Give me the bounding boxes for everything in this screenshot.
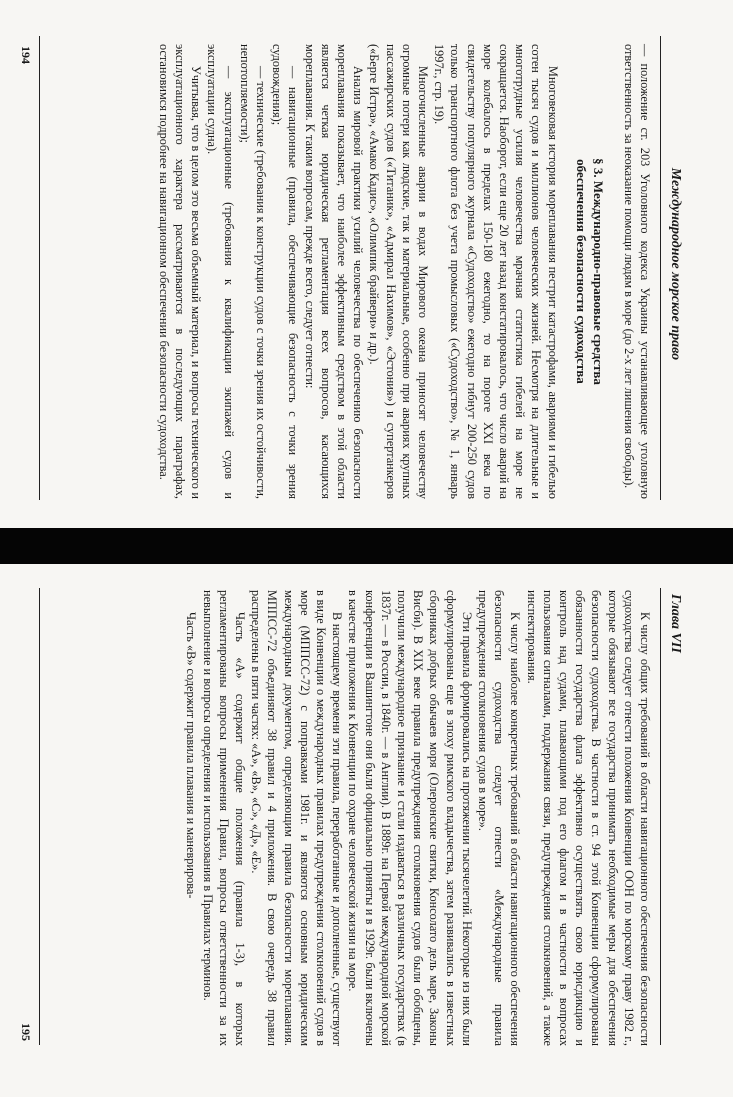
section-heading-line: § 3. Международно-правовые средства (590, 158, 606, 385)
paragraph: К числу наиболее конкретных требований в области навигационного обеспечения безопасности судоходства следует отнести «Международные правила предупреждения столкновения судов в море». (475, 590, 523, 1046)
running-head: Международное морское право (668, 167, 683, 361)
footer-rule (39, 588, 40, 1045)
paragraph: В настоящему времени эти правила, переработанные и дополненные, существуют в виде Конвенции о международных правилах предупреждения столкновений судов в море (МППСС-72) с поправками 1981г. и являются основным юридическим международным документом, определяющим правила безопасности мореплавания. МППСС-72 объединяют 38 правил и 4 приложения. В свою очередь 38 правил распределены в пяти частях: «А», «В», «С», «Д», «Е». (249, 590, 345, 1046)
paragraph: Анализ мировой практики усилий человечества по обеспечению безопасности мореплавания показывает, что наиболее эффективным средством в этой области является четкая юридическая регламентация всех вопросов, касающихся мореплавания. К таким вопросам, прежде всего, следует отнести: (302, 44, 366, 499)
page-number: 194 (19, 46, 33, 64)
list-item: — эксплуатационные (требования к квалификации экипажей судов и эксплуатации судна). (205, 44, 236, 499)
right-page (0, 564, 733, 1097)
paragraph: Часть «В» содержит правила плавания и маневрирова- (184, 612, 199, 899)
header-rule (660, 588, 661, 1045)
page-number: 195 (19, 1023, 33, 1041)
header-rule (660, 36, 661, 500)
left-page (0, 0, 733, 528)
paragraph: Учитывая, что в целом это весьма объемный материал, и вопросы технического и эксплуатационного характера рассматриваются в последующих параграфах, остановимся подробнее на навигационном обеспечении безопасности судоходства. (156, 44, 204, 499)
page-body (156, 44, 653, 499)
running-head: Глава VII (668, 594, 683, 653)
paragraph: Эти правила формировались на протяжении тысячелетий. Некоторые из них были сформулированы еще в эпоху римского владычества, затем развивались в известных сборниках добрых обычаев моря (Олеронские свитки, Консолато дель маре, Законы Висби). В XIX веке правила предупреждения столкновения судов были обобщены, получили международное признание и стали издаваться в различных государствах (в 1837г. — в России, в 1840г. — в Англии). В 1889г. на Первой международной морской конференции в Вашингтоне они были официально приняты и в 1929г. были включены в качестве приложения к Конвенции по охране человеческой жизни на море. (346, 590, 474, 1046)
list-item: — навигационные (правила, обеспечивающие безопасность с точки зрения судовождения); (270, 44, 301, 499)
footer-rule (39, 36, 40, 500)
paragraph: Многовековая история мореплавания пестрит катастрофами, авариями и гибелью сотен тысяч судов и миллионов человеческих жизней. Несмотря на длительные и многотрудные усилия человечества мрачная статистика гибелей на море не сокращается. Наоборот, если еще 20 лет назад констатировалось, что число аварий на море колебалось в пределах 150-180 ежегодно, то на пороге XXI века по свидетельству популярного журнала «Судоходство» ежегодно гибнут 200-250 судов только транспортного флота без учета промысловых («Судоходство», № 1, январь 1997г., стр. 19). (432, 44, 560, 499)
paragraph: К числу общих требований в области навигационного обеспечения безопасности судоходства следует отнести положения Конвенции ООН по морскому праву 1982 г., которые обязывают все государства принимать необходимые меры для обеспечения безопасности судоходства. В частности в ст. 94 этой Конвенции сформулированы обязанности государства флага эффективно осуществлять свою юрисдикцию и контроль над судами, плавающими под его флагом и в частности в вопросах пользования сигналами, поддержания связи, предупреждения столкновений, а также инспектирования. (524, 590, 652, 1046)
paragraph: — положение ст. 203 Уголовного кодекса Украины устанавливающее уголовную ответственность за неоказание помощи людям в море (до 2-х лет лишения свободы). (621, 44, 652, 499)
section-heading (573, 44, 607, 499)
section-heading-line: обеспечения безопасности судоходства (573, 159, 589, 384)
book-gutter (0, 528, 733, 564)
page-body (183, 590, 653, 1046)
paragraph: Часть «А» содержит общие положения (правила 1-3), в которых регламентированы вопросы применения Правил, вопросы ответственности за их невыполнение и вопросы определения и использования в Правилах терминов. (200, 590, 247, 1046)
paragraph: Многочисленные аварии в водах Мирового океана приносят человечеству огромные потери как людские, так и материальные, особенно при авариях крупных пассажирских судов («Титаник», «Адмирал Нахимов», «Эстония») и супертанкеров («Берге Истра», «Амако Кадис», «Олимпик брайвери» и др.). (367, 44, 430, 499)
list-item: — технические (требования к конструкции судов с точки зрения их остойчивости, непотопляемости); (237, 44, 268, 499)
